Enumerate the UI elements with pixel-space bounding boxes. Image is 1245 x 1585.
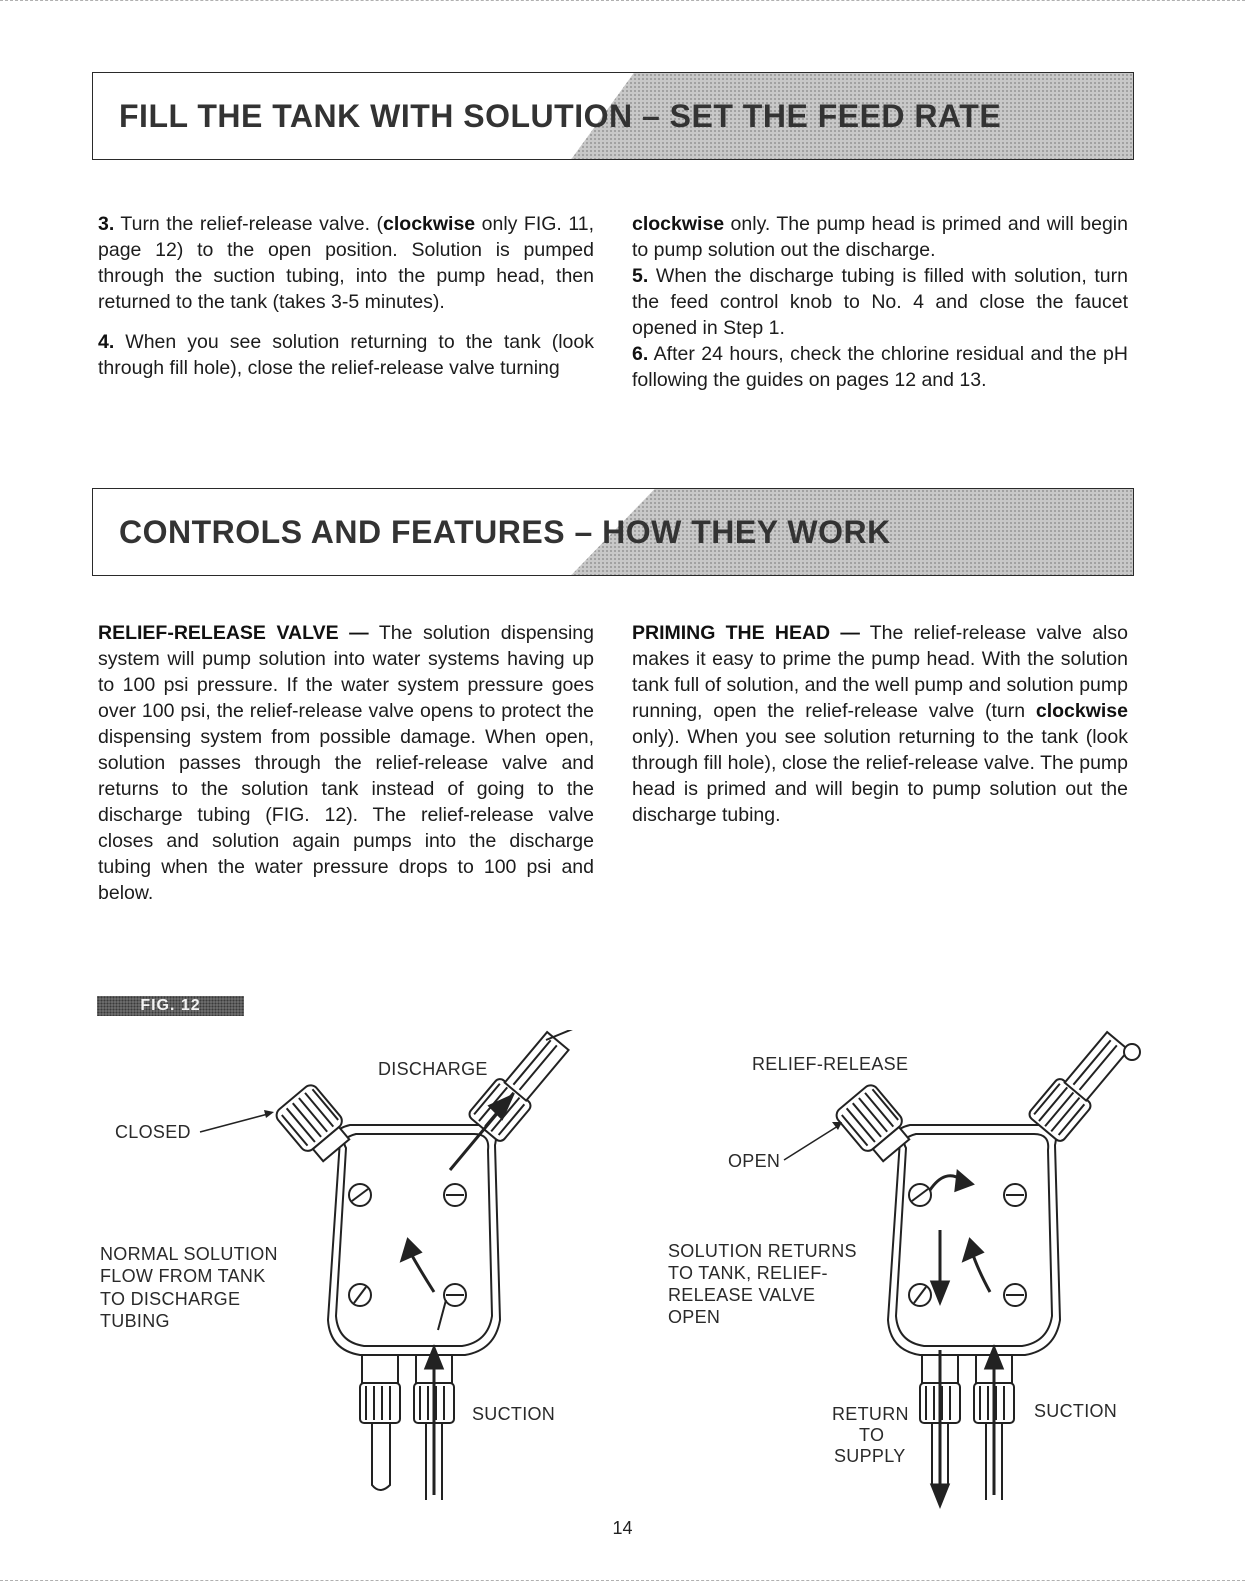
step-text: After 24 hours, check the chlorine residual and the pH following the guides on pages 12 and 13.: [632, 343, 1128, 391]
label-return-supply: SUPPLY: [834, 1446, 906, 1466]
paragraph-heading: PRIMING THE HEAD —: [632, 622, 860, 644]
step-text: When the discharge tubing is filled with solution, turn the feed control knob to No. 4 and close the faucet opened in Step 1.: [632, 265, 1128, 339]
label-returns-1: SOLUTION RETURNS: [668, 1241, 857, 1261]
step-4-continued: [632, 211, 1128, 263]
closed-pointer-arrow: [198, 1108, 278, 1138]
step-number: 6.: [632, 343, 649, 365]
bottom-scan-edge: [0, 1580, 1245, 1584]
label-normal-flow-1: NORMAL SOLUTION: [100, 1244, 278, 1264]
step-number: 3.: [98, 213, 115, 235]
paragraph-heading: RELIEF-RELEASE VALVE —: [98, 622, 369, 644]
open-pointer-arrow: [782, 1118, 846, 1164]
label-relief-release: RELIEF-RELEASE: [752, 1054, 909, 1074]
label-suction-right: SUCTION: [1034, 1401, 1118, 1421]
relief-release-paragraph: [98, 620, 594, 906]
banner-title: CONTROLS AND FEATURES – HOW THEY WORK: [119, 514, 891, 550]
label-open: OPEN: [728, 1151, 781, 1171]
step-4-paragraph: [98, 329, 594, 381]
bold-term: clockwise: [632, 213, 725, 235]
paragraph-text: only). When you see solution returning to the tank (look through fill hole), close the relief-release valve. The pump head is primed and will begin to pump solution out the discharge tubing.: [632, 726, 1128, 826]
label-closed: CLOSED: [115, 1122, 191, 1142]
step-3-paragraph: [98, 211, 594, 315]
step-text: Turn the relief-release valve. (: [114, 213, 384, 235]
section2-right-column: [632, 620, 1128, 828]
section1-right-column: [632, 211, 1128, 393]
step-5-paragraph: [632, 263, 1128, 341]
label-discharge: DISCHARGE: [378, 1059, 488, 1079]
page-number: 14: [612, 1518, 633, 1538]
label-returns-3: RELEASE VALVE: [668, 1285, 816, 1305]
label-returns-4: OPEN: [668, 1307, 721, 1327]
label-normal-flow-4: TUBING: [100, 1311, 170, 1331]
step-6-paragraph: [632, 341, 1128, 393]
label-returns-2: TO TANK, RELIEF-: [668, 1263, 828, 1283]
step-text: When you see solution returning to the tank (look through fill hole), close the relief-release valve turning: [98, 331, 594, 379]
pump-diagram-closed: [250, 1030, 610, 1510]
bold-term: clockwise: [383, 213, 476, 235]
priming-paragraph: [632, 620, 1128, 828]
top-scan-edge: [0, 0, 1245, 4]
step-text: only. The pump head is primed and will begin to pump solution out the discharge.: [632, 213, 1128, 261]
label-suction-left: SUCTION: [472, 1404, 556, 1424]
paragraph-text: The solution dispensing system will pump solution into water systems having up to 100 psi pressure. If the water system pressure goes over 100 psi, the relief-release valve opens to protect the dispensing system from possible damage. When open, solution passes through the relief-release valve and returns to the solution tank instead of going to the discharge tubing (FIG. 12). The relief-release valve closes and solution again pumps into the discharge tubing when the water pressure drops to 100 psi and below.: [98, 622, 594, 904]
label-normal-flow-3: TO DISCHARGE: [100, 1289, 241, 1309]
section-banner-controls: [92, 488, 1134, 576]
banner-title: FILL THE TANK WITH SOLUTION – SET THE FEED RATE: [119, 98, 1002, 134]
bold-term: clockwise: [1035, 700, 1128, 722]
step-number: 4.: [98, 331, 115, 353]
label-normal-flow-2: FLOW FROM TANK: [100, 1266, 266, 1286]
label-return-to: TO: [859, 1425, 885, 1445]
paragraph-text: The relief-release valve also makes it easy to prime the pump head. With the solution tank full of solution, and the well pump and solution pump running, open the relief-release valve (turn: [632, 622, 1128, 722]
step-text: only FIG. 11, page 12) to the open position. Solution is pumped through the suction tubing, into the pump head, then returned to the tank (takes 3-5 minutes).: [98, 213, 594, 313]
label-return: RETURN: [832, 1404, 909, 1424]
section1-left-column: [98, 211, 594, 381]
section2-left-column: [98, 620, 594, 906]
section-banner-fill-tank: [92, 72, 1134, 160]
step-number: 5.: [632, 265, 649, 287]
figure-tag: FIG. 12: [97, 996, 244, 1016]
